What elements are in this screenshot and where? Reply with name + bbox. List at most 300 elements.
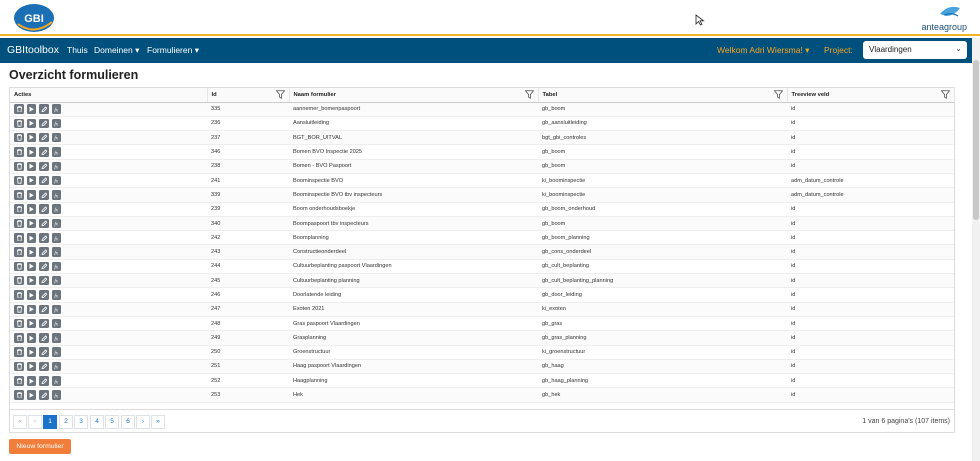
- cell-treeview-veld: adm_datum_controle: [787, 173, 954, 187]
- cell-treeview-veld: id: [787, 145, 954, 159]
- trash-icon: [16, 363, 23, 370]
- play-button[interactable]: [27, 147, 37, 157]
- formula-icon: [53, 220, 60, 227]
- svg-text:fx: fx: [54, 150, 59, 156]
- trash-icon: [16, 235, 23, 242]
- play-button[interactable]: [27, 247, 37, 257]
- trash-button[interactable]: [14, 347, 24, 357]
- svg-text:fx: fx: [54, 207, 59, 213]
- play-icon: [28, 249, 35, 256]
- trash-icon: [16, 349, 23, 356]
- cell-treeview-veld: id: [787, 302, 954, 316]
- cell-naam-formulier: aannemer_bomenpaspoort: [289, 102, 538, 116]
- formula-button[interactable]: [52, 233, 62, 243]
- row-actions: [10, 345, 207, 359]
- column-header-tabel[interactable]: Tabel: [538, 88, 787, 102]
- table-row: [10, 331, 954, 345]
- pager-page-3[interactable]: 3: [74, 415, 88, 429]
- row-actions: [10, 131, 207, 145]
- play-button[interactable]: [27, 133, 37, 143]
- pager-page-6[interactable]: 6: [121, 415, 135, 429]
- edit-icon: [41, 192, 48, 199]
- trash-button[interactable]: [14, 262, 24, 272]
- play-button[interactable]: [27, 276, 37, 286]
- row-actions: [10, 188, 207, 202]
- edit-icon: [41, 106, 48, 113]
- trash-button[interactable]: [14, 190, 24, 200]
- brand-link[interactable]: GBItoolbox: [7, 44, 59, 56]
- table-row: [10, 259, 954, 273]
- table-row: [10, 231, 954, 245]
- filter-icon[interactable]: [276, 90, 285, 99]
- anteagroup-logo[interactable]: [906, 4, 968, 34]
- cell-tabel: gb_boom_planning: [538, 231, 787, 245]
- edit-button[interactable]: [39, 262, 49, 272]
- play-button[interactable]: [27, 376, 37, 386]
- formula-button[interactable]: [52, 104, 62, 114]
- cell-treeview-veld: id: [787, 202, 954, 216]
- cell-naam-formulier: Haagplanning: [289, 374, 538, 388]
- formula-icon: [53, 120, 60, 127]
- play-icon: [28, 292, 35, 299]
- edit-icon: [41, 134, 48, 141]
- cell-naam-formulier: Aansluitleiding: [289, 116, 538, 130]
- cell-treeview-veld: id: [787, 316, 954, 330]
- svg-text:fx: fx: [54, 107, 59, 113]
- cell-treeview-veld: id: [787, 245, 954, 259]
- pager-page-5[interactable]: 5: [105, 415, 119, 429]
- table-row: [10, 245, 954, 259]
- new-form-button[interactable]: Nieuw formulier: [9, 439, 71, 454]
- play-button[interactable]: [27, 204, 37, 214]
- svg-text:fx: fx: [54, 178, 59, 184]
- edit-button[interactable]: [39, 119, 49, 129]
- cell-id: 247: [207, 302, 289, 316]
- play-icon: [28, 149, 35, 156]
- formula-icon: [53, 163, 60, 170]
- edit-button[interactable]: [39, 204, 49, 214]
- forms-table: [10, 88, 955, 403]
- cell-id: 246: [207, 288, 289, 302]
- pager-page-4[interactable]: 4: [90, 415, 104, 429]
- page-scrollbar[interactable]: [972, 38, 980, 461]
- play-button[interactable]: [27, 262, 37, 272]
- formula-button[interactable]: [52, 333, 62, 343]
- formula-button[interactable]: [52, 362, 62, 372]
- edit-icon: [41, 206, 48, 213]
- play-button[interactable]: [27, 162, 37, 172]
- formula-icon: [53, 192, 60, 199]
- edit-button[interactable]: [39, 176, 49, 186]
- formula-button[interactable]: [52, 262, 62, 272]
- formula-icon: [53, 249, 60, 256]
- formula-button[interactable]: [52, 376, 62, 386]
- svg-text:fx: fx: [54, 193, 59, 199]
- play-icon: [28, 392, 35, 399]
- svg-text:fx: fx: [54, 264, 59, 270]
- play-button[interactable]: [27, 104, 37, 114]
- row-actions: [10, 116, 207, 130]
- cell-tabel: bgt_gbi_controles: [538, 131, 787, 145]
- cell-treeview-veld: id: [787, 216, 954, 230]
- main-navbar: [0, 38, 972, 63]
- cell-treeview-veld: id: [787, 288, 954, 302]
- cell-naam-formulier: Boominspectie BVO: [289, 173, 538, 187]
- row-actions: [10, 359, 207, 373]
- row-actions: [10, 159, 207, 173]
- edit-button[interactable]: [39, 133, 49, 143]
- formula-icon: [53, 134, 60, 141]
- svg-text:GBI: GBI: [24, 13, 44, 25]
- edit-icon: [41, 249, 48, 256]
- table-row: [10, 288, 954, 302]
- edit-button[interactable]: [39, 376, 49, 386]
- formula-button[interactable]: [52, 305, 62, 315]
- trash-button[interactable]: [14, 119, 24, 129]
- formula-button[interactable]: [52, 133, 62, 143]
- pager-next-button[interactable]: ›: [136, 415, 150, 429]
- formula-button[interactable]: [52, 247, 62, 257]
- cell-id: 242: [207, 231, 289, 245]
- row-actions: [10, 331, 207, 345]
- cell-naam-formulier: Constructieonderdeel: [289, 245, 538, 259]
- play-button[interactable]: [27, 347, 37, 357]
- formula-icon: [53, 235, 60, 242]
- edit-button[interactable]: [39, 219, 49, 229]
- svg-text:fx: fx: [54, 364, 59, 370]
- cell-treeview-veld: id: [787, 345, 954, 359]
- cell-treeview-veld: adm_datum_controle: [787, 188, 954, 202]
- play-icon: [28, 134, 35, 141]
- play-button[interactable]: [27, 333, 37, 343]
- nav-formulieren-dropdown[interactable]: Formulieren ▾: [147, 45, 199, 55]
- play-button[interactable]: [27, 190, 37, 200]
- table-row: [10, 102, 954, 116]
- formula-icon: [53, 206, 60, 213]
- edit-button[interactable]: [39, 333, 49, 343]
- trash-icon: [16, 120, 23, 127]
- cell-tabel: ki_boominspectie: [538, 173, 787, 187]
- trash-icon: [16, 177, 23, 184]
- forms-grid: [9, 87, 955, 433]
- nav-domeinen-dropdown[interactable]: Domeinen ▾: [94, 45, 140, 55]
- svg-text:fx: fx: [54, 164, 59, 170]
- edit-icon: [41, 235, 48, 242]
- edit-icon: [41, 320, 48, 327]
- trash-icon: [16, 392, 23, 399]
- play-button[interactable]: [27, 233, 37, 243]
- pager-prev-button[interactable]: ‹: [28, 415, 42, 429]
- edit-button[interactable]: [39, 162, 49, 172]
- trash-button[interactable]: [14, 233, 24, 243]
- trash-icon: [16, 134, 23, 141]
- table-row: [10, 202, 954, 216]
- trash-button[interactable]: [14, 290, 24, 300]
- cell-treeview-veld: id: [787, 116, 954, 130]
- column-header-naam-formulier[interactable]: Naam formulier: [289, 88, 538, 102]
- cell-naam-formulier: Gras paspoort Vlaardingen: [289, 316, 538, 330]
- cell-naam-formulier: Bomen BVO Inspectie 2025: [289, 145, 538, 159]
- trash-button[interactable]: [14, 176, 24, 186]
- row-actions: [10, 245, 207, 259]
- cell-naam-formulier: Boom onderhoudsboekje: [289, 202, 538, 216]
- cell-id: 244: [207, 259, 289, 273]
- table-row: [10, 159, 954, 173]
- filter-icon[interactable]: [774, 90, 783, 99]
- formula-button[interactable]: [52, 147, 62, 157]
- cell-treeview-veld: id: [787, 159, 954, 173]
- svg-text:fx: fx: [54, 236, 59, 242]
- play-icon: [28, 192, 35, 199]
- trash-button[interactable]: [14, 247, 24, 257]
- edit-icon: [41, 306, 48, 313]
- trash-button[interactable]: [14, 362, 24, 372]
- table-body: [10, 102, 954, 402]
- formula-button[interactable]: [52, 276, 62, 286]
- formula-icon: [53, 177, 60, 184]
- formula-button[interactable]: [52, 390, 62, 400]
- cell-id: 251: [207, 359, 289, 373]
- play-button[interactable]: [27, 319, 37, 329]
- cell-naam-formulier: Grasplanning: [289, 331, 538, 345]
- cell-tabel: gb_gras_planning: [538, 331, 787, 345]
- play-icon: [28, 306, 35, 313]
- pager-last-button[interactable]: »: [151, 415, 165, 429]
- trash-icon: [16, 277, 23, 284]
- cell-id: 335: [207, 102, 289, 116]
- trash-icon: [16, 106, 23, 113]
- trash-button[interactable]: [14, 276, 24, 286]
- cell-id: 252: [207, 374, 289, 388]
- cursor-icon: [695, 14, 705, 26]
- formula-icon: [53, 363, 60, 370]
- cell-treeview-veld: id: [787, 331, 954, 345]
- pager: [9, 409, 955, 433]
- column-header-acties: Acties: [10, 88, 207, 102]
- nav-thuis[interactable]: Thuis: [67, 45, 88, 55]
- cell-tabel: gb_hek: [538, 388, 787, 402]
- trash-icon: [16, 306, 23, 313]
- formula-icon: [53, 335, 60, 342]
- table-row: [10, 216, 954, 230]
- formula-button[interactable]: [52, 290, 62, 300]
- row-actions: [10, 274, 207, 288]
- cell-id: 346: [207, 145, 289, 159]
- edit-button[interactable]: [39, 362, 49, 372]
- play-icon: [28, 163, 35, 170]
- cell-tabel: gb_boom_onderhoud: [538, 202, 787, 216]
- cell-tabel: gb_cult_beplanting_planning: [538, 274, 787, 288]
- play-button[interactable]: [27, 390, 37, 400]
- edit-button[interactable]: [39, 305, 49, 315]
- cell-id: 241: [207, 173, 289, 187]
- formula-icon: [53, 292, 60, 299]
- table-row: [10, 345, 954, 359]
- trash-button[interactable]: [14, 390, 24, 400]
- edit-button[interactable]: [39, 319, 49, 329]
- formula-button[interactable]: [52, 219, 62, 229]
- column-header-id[interactable]: Id: [207, 88, 289, 102]
- edit-button[interactable]: [39, 247, 49, 257]
- svg-text:fx: fx: [54, 279, 59, 284]
- formula-button[interactable]: [52, 162, 62, 172]
- trash-icon: [16, 206, 23, 213]
- svg-text:fx: fx: [54, 307, 59, 313]
- table-row: [10, 302, 954, 316]
- formula-icon: [53, 320, 60, 327]
- trash-button[interactable]: [14, 104, 24, 114]
- cell-tabel: gb_boom: [538, 159, 787, 173]
- edit-icon: [41, 292, 48, 299]
- play-icon: [28, 106, 35, 113]
- trash-button[interactable]: [14, 204, 24, 214]
- trash-button[interactable]: [14, 162, 24, 172]
- row-actions: [10, 216, 207, 230]
- cell-id: 236: [207, 116, 289, 130]
- play-icon: [28, 378, 35, 385]
- formula-icon: [53, 149, 60, 156]
- formula-button[interactable]: [52, 190, 62, 200]
- edit-button[interactable]: [39, 290, 49, 300]
- edit-icon: [41, 220, 48, 227]
- formula-button[interactable]: [52, 204, 62, 214]
- play-button[interactable]: [27, 362, 37, 372]
- table-row: [10, 145, 954, 159]
- cell-id: 238: [207, 159, 289, 173]
- row-actions: [10, 102, 207, 116]
- play-icon: [28, 320, 35, 327]
- play-button[interactable]: [27, 176, 37, 186]
- play-button[interactable]: [27, 119, 37, 129]
- play-button[interactable]: [27, 219, 37, 229]
- table-row: [10, 388, 954, 402]
- table-row: [10, 374, 954, 388]
- trash-icon: [16, 163, 23, 170]
- edit-icon: [41, 363, 48, 370]
- play-icon: [28, 349, 35, 356]
- play-button[interactable]: [27, 305, 37, 315]
- row-actions: [10, 374, 207, 388]
- edit-button[interactable]: [39, 390, 49, 400]
- project-select[interactable]: [863, 41, 967, 59]
- cell-tabel: gb_haag_planning: [538, 374, 787, 388]
- cell-id: 339: [207, 188, 289, 202]
- formula-icon: [53, 306, 60, 313]
- pager-page-2[interactable]: 2: [59, 415, 73, 429]
- play-icon: [28, 335, 35, 342]
- formula-icon: [53, 349, 60, 356]
- svg-text:fx: fx: [54, 350, 59, 356]
- filter-icon[interactable]: [941, 90, 950, 99]
- cell-id: 253: [207, 388, 289, 402]
- trash-button[interactable]: [14, 333, 24, 343]
- cell-tabel: gb_door_leiding: [538, 288, 787, 302]
- column-header-treeview-veld[interactable]: Treeview veld: [787, 88, 954, 102]
- table-row: [10, 274, 954, 288]
- play-icon: [28, 206, 35, 213]
- play-button[interactable]: [27, 290, 37, 300]
- gbi-logo[interactable]: [12, 2, 58, 34]
- cell-naam-formulier: Boomplanning: [289, 231, 538, 245]
- pager-info: 1 van 6 pagina's (107 items): [862, 418, 950, 425]
- trash-icon: [16, 263, 23, 270]
- cell-tabel: gb_boom: [538, 216, 787, 230]
- cell-treeview-veld: id: [787, 259, 954, 273]
- trash-button[interactable]: [14, 133, 24, 143]
- edit-icon: [41, 378, 48, 385]
- table-row: [10, 188, 954, 202]
- cell-tabel: gb_haag: [538, 359, 787, 373]
- formula-button[interactable]: [52, 119, 62, 129]
- trash-button[interactable]: [14, 147, 24, 157]
- project-select-value: Vlaardingen: [869, 45, 912, 54]
- trash-icon: [16, 149, 23, 156]
- chevron-down-icon: ⌄: [955, 44, 962, 53]
- edit-button[interactable]: [39, 190, 49, 200]
- trash-button[interactable]: [14, 376, 24, 386]
- edit-icon: [41, 263, 48, 270]
- trash-icon: [16, 320, 23, 327]
- user-menu-dropdown[interactable]: Welkom Adri Wiersma! ▾: [717, 45, 810, 55]
- cell-id: 340: [207, 216, 289, 230]
- scrollbar-thumb[interactable]: [973, 60, 979, 220]
- edit-button[interactable]: [39, 347, 49, 357]
- cell-naam-formulier: Hek: [289, 388, 538, 402]
- trash-icon: [16, 192, 23, 199]
- trash-button[interactable]: [14, 219, 24, 229]
- edit-button[interactable]: [39, 233, 49, 243]
- edit-icon: [41, 392, 48, 399]
- svg-text:fx: fx: [54, 321, 59, 327]
- cell-naam-formulier: Groenstructuur: [289, 345, 538, 359]
- formula-button[interactable]: [52, 319, 62, 329]
- cell-naam-formulier: BGT_BOR_UITVAL: [289, 131, 538, 145]
- trash-icon: [16, 249, 23, 256]
- cell-tabel: ki_boominspectie: [538, 188, 787, 202]
- trash-button[interactable]: [14, 319, 24, 329]
- cell-id: 243: [207, 245, 289, 259]
- table-row: [10, 316, 954, 330]
- formula-icon: [53, 392, 60, 399]
- trash-icon: [16, 292, 23, 299]
- page-title: Overzicht formulieren: [9, 68, 139, 82]
- filter-icon[interactable]: [525, 90, 534, 99]
- formula-button[interactable]: [52, 347, 62, 357]
- pager-first-button[interactable]: «: [13, 415, 27, 429]
- edit-button[interactable]: [39, 147, 49, 157]
- cell-naam-formulier: Bomen - BVO Paspoort: [289, 159, 538, 173]
- formula-button[interactable]: [52, 176, 62, 186]
- play-icon: [28, 220, 35, 227]
- cell-id: 249: [207, 331, 289, 345]
- edit-icon: [41, 149, 48, 156]
- edit-button[interactable]: [39, 104, 49, 114]
- cell-naam-formulier: Boominspectie BVO tbv inspecteurs: [289, 188, 538, 202]
- cell-treeview-veld: id: [787, 374, 954, 388]
- formula-icon: [53, 378, 60, 385]
- edit-icon: [41, 277, 48, 284]
- svg-text:fx: fx: [54, 336, 59, 342]
- edit-button[interactable]: [39, 276, 49, 286]
- cell-treeview-veld: id: [787, 359, 954, 373]
- formula-icon: [53, 263, 60, 270]
- pager-page-1[interactable]: 1: [43, 415, 57, 429]
- top-header: [0, 0, 980, 36]
- edit-icon: [41, 335, 48, 342]
- play-icon: [28, 177, 35, 184]
- trash-button[interactable]: [14, 305, 24, 315]
- row-actions: [10, 288, 207, 302]
